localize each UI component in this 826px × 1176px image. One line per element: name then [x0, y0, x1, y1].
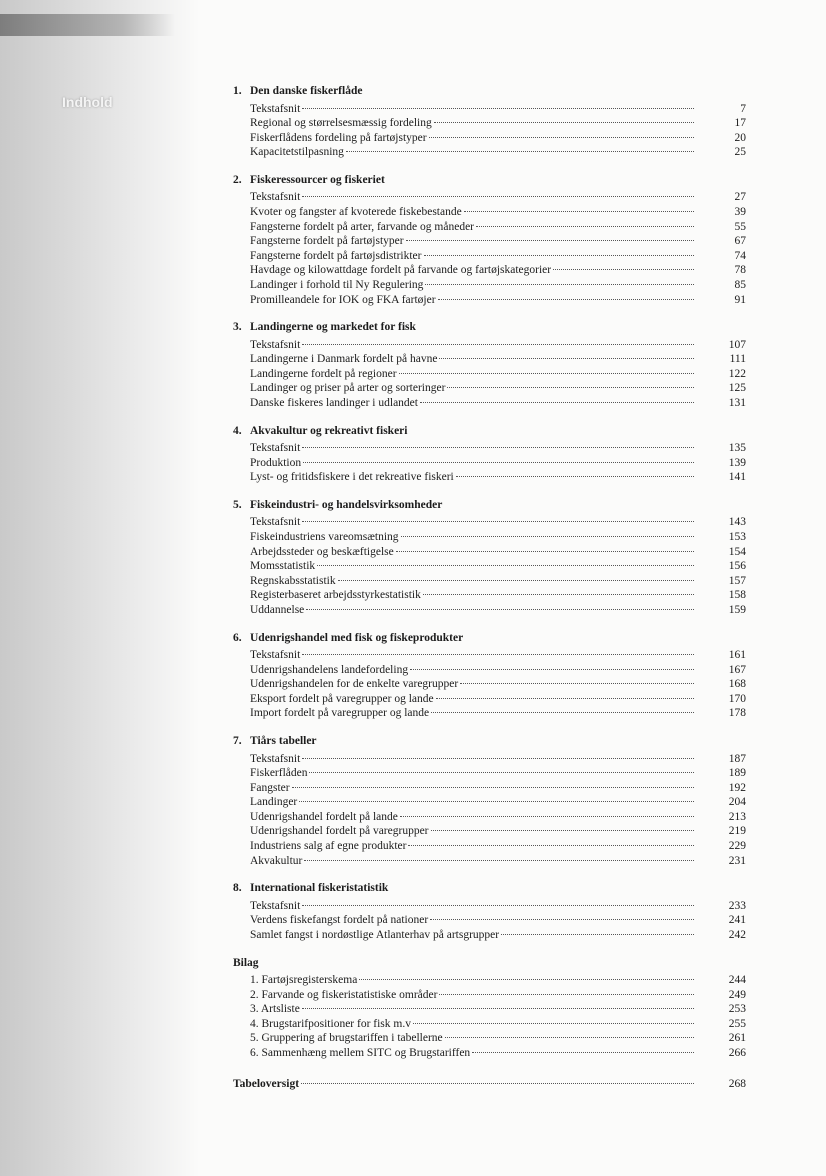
- toc-section: [233, 734, 746, 865]
- entry-label: Regional og størrelsesmæssig fordeling: [250, 117, 432, 130]
- entry-label: Kvoter og fangster af kvoterede fiskebestande: [250, 205, 462, 218]
- sidebar-title: Indhold: [62, 94, 113, 110]
- dot-leader: [396, 539, 694, 552]
- section-number: 7.: [233, 735, 242, 747]
- dot-leader: [410, 657, 694, 670]
- entry-page-number: 204: [728, 796, 746, 809]
- entry-label: Tekstafsnit: [250, 191, 301, 204]
- toc-entry: [250, 142, 746, 157]
- entry-label: Landingerne fordelt på regioner: [250, 367, 397, 380]
- section-number: 6.: [233, 631, 242, 644]
- entry-page-number: 241: [728, 914, 746, 927]
- entry-page-number: 229: [728, 840, 746, 853]
- entry-page-number: 135: [728, 442, 746, 455]
- table-of-contents: [233, 84, 746, 1088]
- dot-leader: [306, 597, 694, 610]
- entry-page-number: 143: [728, 516, 746, 529]
- final-entry-label: Tabeloversigt: [233, 1077, 300, 1090]
- entry-page-number: 74: [734, 249, 746, 262]
- entry-page-number: 85: [734, 278, 746, 291]
- entry-label: Regnskabsstatistik: [250, 574, 336, 587]
- toc-section: [233, 84, 746, 157]
- entry-page-number: 27: [734, 191, 746, 204]
- entry-label: Landingerne i Danmark fordelt på havne: [250, 353, 438, 366]
- entry-page-number: 25: [734, 146, 746, 159]
- dot-leader: [420, 390, 694, 403]
- entry-label: Tekstafsnit: [250, 442, 301, 455]
- dot-leader: [301, 1071, 694, 1084]
- entry-page-number: 178: [728, 707, 746, 720]
- dot-leader: [447, 375, 694, 388]
- entry-label: Tekstafsnit: [250, 752, 301, 765]
- entry-label: Registerbaseret arbejdsstyrkestatistik: [250, 589, 421, 602]
- entry-label: Havdage og kilowattdage fordelt på farvande og fartøjskategorier: [250, 264, 552, 277]
- entry-page-number: 161: [728, 649, 746, 662]
- entry-page-number: 125: [728, 382, 746, 395]
- entry-page-number: 111: [729, 353, 746, 366]
- dot-leader: [302, 509, 694, 522]
- entry-page-number: 192: [728, 781, 746, 794]
- toc-section: [233, 881, 746, 939]
- toc-entry: [250, 600, 746, 615]
- entry-label: Fiskeindustriens vareomsætning: [250, 530, 399, 543]
- dot-leader: [299, 789, 694, 802]
- entry-label: Udenrigshandel fordelt på varegrupper: [250, 825, 429, 838]
- dot-leader: [302, 642, 694, 655]
- entry-page-number: 242: [728, 928, 746, 941]
- entry-label: 6. Sammenhæng mellem SITC og Brugstariffen: [250, 1047, 471, 1059]
- entry-page-number: 67: [734, 235, 746, 248]
- entry-page-number: 213: [728, 810, 746, 823]
- entry-page-number: 141: [728, 471, 746, 484]
- entry-page-number: 153: [728, 530, 746, 543]
- dot-leader: [302, 184, 694, 197]
- entry-page-number: 255: [728, 1017, 746, 1030]
- dot-leader: [439, 346, 694, 359]
- dot-leader: [472, 1040, 694, 1053]
- entry-label: Landinger og priser på arter og sorteringer: [250, 382, 446, 395]
- entry-label: 5. Gruppering af brugstariffen i tabellerne: [250, 1032, 443, 1045]
- toc-section: [233, 956, 746, 1058]
- entry-page-number: 55: [734, 220, 746, 233]
- entry-label: Fangsterne fordelt på arter, farvande og måneder: [250, 220, 475, 233]
- entry-label: Tekstafsnit: [250, 516, 301, 529]
- entry-label: Udenrigshandelen for de enkelte varegrupper: [250, 678, 459, 691]
- entry-page-number: 244: [728, 974, 746, 987]
- entry-label: 4. Brugstarifpositioner for fisk m.v: [250, 1017, 411, 1030]
- entry-label: Udenrigshandel fordelt på lande: [250, 810, 398, 823]
- entry-page-number: 158: [728, 589, 746, 602]
- toc-entry: [250, 467, 746, 482]
- toc-entry: [250, 925, 746, 940]
- entry-page-number: 139: [728, 456, 746, 469]
- entry-page-number: 91: [734, 293, 746, 306]
- toc-entry: [250, 1043, 746, 1058]
- dot-leader: [460, 671, 694, 684]
- entry-label: Industriens salg af egne produkter: [250, 840, 407, 853]
- dot-leader: [408, 833, 694, 846]
- dot-leader: [302, 746, 694, 759]
- dot-leader: [476, 214, 694, 227]
- section-number: 2.: [233, 173, 242, 186]
- section-number: 8.: [233, 882, 242, 895]
- toc-section: [233, 498, 746, 615]
- entry-label: Produktion: [250, 456, 302, 469]
- dot-leader: [400, 804, 694, 817]
- section-number: 4.: [233, 424, 242, 437]
- entry-label: Fiskerflåden: [250, 767, 308, 780]
- dot-leader: [338, 568, 694, 581]
- entry-page-number: 157: [728, 574, 746, 587]
- toc-section: [233, 424, 746, 482]
- entry-page-number: 78: [734, 264, 746, 277]
- entry-page-number: 233: [728, 899, 746, 912]
- dot-leader: [438, 287, 694, 300]
- toc-section: [233, 631, 746, 718]
- dot-leader: [429, 125, 694, 138]
- entry-label: Arbejdssteder og beskæftigelse: [250, 545, 394, 558]
- entry-label: Tekstafsnit: [250, 649, 301, 662]
- entry-label: Lyst- og fritidsfiskere i det rekreative fiskeri: [250, 471, 454, 484]
- dot-leader: [399, 361, 694, 374]
- entry-label: Landinger: [250, 796, 298, 809]
- toc-section: [233, 173, 746, 304]
- dot-leader: [302, 996, 694, 1009]
- entry-label: Eksport fordelt på varegrupper og lande: [250, 692, 434, 705]
- entry-label: Udenrigshandelens landefordeling: [250, 663, 409, 676]
- entry-page-number: 39: [734, 205, 746, 218]
- dot-leader: [439, 982, 694, 995]
- entry-page-number: 167: [728, 663, 746, 676]
- dot-leader: [304, 848, 694, 861]
- entry-label: Fangsterne fordelt på fartøjsdistrikter: [250, 249, 422, 262]
- section-title: Fiskeindustri- og handelsvirksomheder: [250, 498, 443, 511]
- section-number: 1.: [233, 85, 242, 97]
- entry-page-number: 20: [734, 131, 746, 144]
- entry-page-number: 187: [728, 752, 746, 765]
- section-number: 3.: [233, 321, 242, 334]
- entry-page-number: 7: [740, 102, 746, 115]
- entry-page-number: 159: [728, 603, 746, 616]
- entry-page-number: 219: [728, 825, 746, 838]
- dot-leader: [317, 553, 694, 566]
- entry-label: 2. Farvande og fiskeristatistiske områder: [250, 988, 438, 1001]
- section-title: Fiskeressourcer og fiskeriet: [250, 173, 385, 186]
- final-entry-page-number: 268: [728, 1077, 746, 1090]
- dot-leader: [425, 272, 694, 285]
- entry-label: 1. Fartøjsregisterskema: [250, 974, 358, 987]
- toc-entry: [250, 703, 746, 718]
- toc-section: [233, 320, 746, 407]
- entry-label: Import fordelt på varegrupper og lande: [250, 707, 430, 720]
- entry-label: Tekstafsnit: [250, 338, 301, 351]
- dot-leader: [302, 332, 694, 345]
- dot-leader: [309, 760, 694, 773]
- dot-leader: [423, 582, 694, 595]
- entry-page-number: 249: [728, 988, 746, 1001]
- entry-page-number: 131: [728, 397, 746, 409]
- dot-leader: [501, 922, 694, 935]
- section-title: Landingerne og markedet for fisk: [250, 321, 416, 334]
- header-bar: [0, 14, 175, 36]
- entry-label: Akvakultur: [250, 854, 303, 867]
- entry-page-number: 154: [728, 545, 746, 558]
- entry-page-number: 17: [734, 117, 746, 130]
- entry-label: Kapacitetstilpasning: [250, 146, 344, 159]
- dot-leader: [434, 110, 694, 123]
- dot-leader: [436, 686, 694, 699]
- entry-label: Tekstafsnit: [250, 102, 301, 115]
- toc-entry: [250, 851, 746, 866]
- entry-page-number: 170: [728, 692, 746, 705]
- toc-entry: [250, 290, 746, 305]
- entry-page-number: 168: [728, 678, 746, 691]
- dot-leader: [401, 524, 694, 537]
- entry-label: Samlet fangst i nordøstlige Atlanterhav på artsgrupper: [250, 928, 500, 941]
- section-title: Tiårs tabeller: [250, 735, 317, 747]
- entry-label: Fangster: [250, 781, 290, 794]
- dot-leader: [292, 775, 694, 788]
- dot-leader: [302, 96, 694, 109]
- dot-leader: [303, 450, 694, 463]
- section-title: Akvakultur og rekreativt fiskeri: [250, 424, 408, 437]
- toc-entry: [250, 393, 746, 408]
- section-title: Bilag: [233, 956, 259, 969]
- section-title: Udenrigshandel med fisk og fiskeprodukter: [250, 631, 464, 644]
- dot-leader: [302, 435, 694, 448]
- dot-leader: [431, 818, 695, 831]
- dot-leader: [430, 907, 694, 920]
- entry-label: Momsstatistik: [250, 560, 316, 573]
- dot-leader: [413, 1011, 694, 1024]
- dot-leader: [464, 199, 694, 212]
- dot-leader: [445, 1025, 694, 1038]
- dot-leader: [553, 257, 694, 270]
- entry-label: Verdens fiskefangst fordelt på nationer: [250, 914, 429, 927]
- entry-label: Fiskerflådens fordeling på fartøjstyper: [250, 131, 427, 144]
- entry-label: 3. Artsliste: [250, 1003, 300, 1016]
- entry-label: Uddannelse: [250, 603, 305, 616]
- entry-page-number: 189: [728, 767, 746, 780]
- entry-page-number: 107: [728, 338, 746, 351]
- section-title: International fiskeristatistik: [250, 882, 389, 895]
- dot-leader: [431, 700, 694, 713]
- entry-page-number: 122: [728, 367, 746, 380]
- section-number: 5.: [233, 498, 242, 511]
- entry-label: Fangsterne fordelt på fartøjstyper: [250, 235, 404, 248]
- entry-label: Tekstafsnit: [250, 899, 301, 912]
- section-title: Den danske fiskerflåde: [250, 85, 363, 97]
- entry-label: Landinger i forhold til Ny Regulering: [250, 278, 424, 291]
- dot-leader: [302, 893, 694, 906]
- dot-leader: [424, 243, 695, 256]
- entry-page-number: 231: [728, 854, 746, 867]
- toc-final-entry: [233, 1074, 746, 1089]
- dot-leader: [406, 228, 694, 241]
- entry-page-number: 266: [728, 1047, 746, 1059]
- entry-page-number: 253: [728, 1003, 746, 1016]
- dot-leader: [359, 967, 694, 980]
- entry-label: Promilleandele for IOK og FKA fartøjer: [250, 293, 436, 306]
- entry-page-number: 261: [728, 1032, 746, 1045]
- page-gutter-shadow: [0, 0, 200, 1176]
- entry-page-number: 156: [728, 560, 746, 573]
- dot-leader: [456, 464, 694, 477]
- dot-leader: [346, 139, 694, 152]
- entry-label: Danske fiskeres landinger i udlandet: [250, 397, 418, 409]
